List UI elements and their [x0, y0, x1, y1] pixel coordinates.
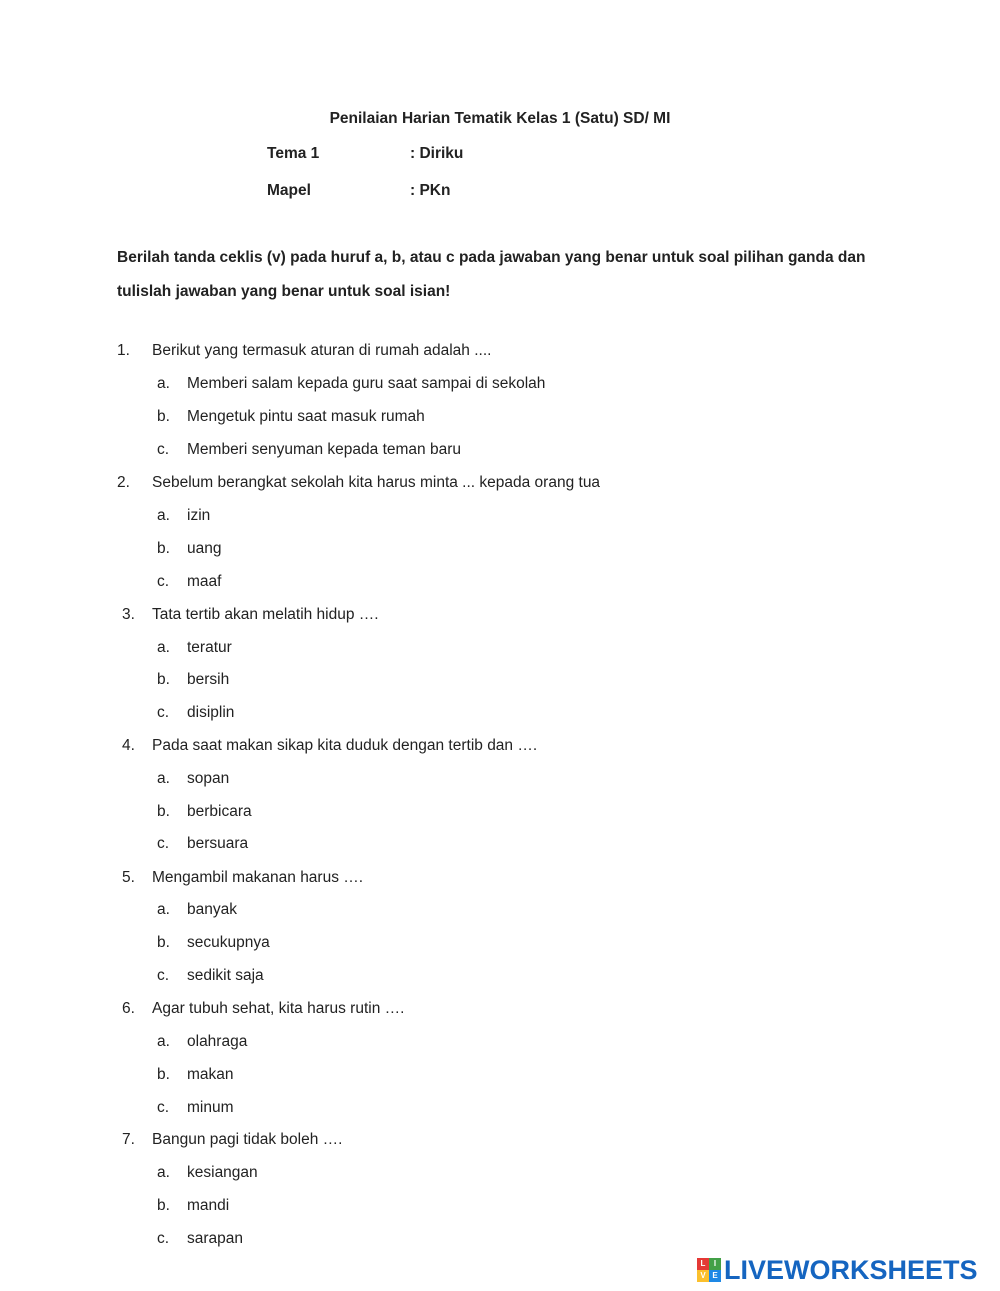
- question-number: 6.: [122, 1000, 135, 1017]
- option-text: sopan: [187, 770, 230, 787]
- mapel-row: [267, 182, 450, 200]
- option-text: Memberi salam kepada guru saat sampai di sekolah: [187, 375, 546, 392]
- question-number: 3.: [122, 606, 135, 623]
- question-1: [0, 340, 1000, 362]
- option-letter: b.: [157, 803, 170, 820]
- option-text: berbicara: [187, 803, 252, 820]
- option-2b[interactable]: [0, 538, 1000, 560]
- option-text: maaf: [187, 573, 222, 590]
- option-4c[interactable]: [0, 833, 1000, 855]
- option-1c[interactable]: [0, 439, 1000, 461]
- option-2c[interactable]: [0, 571, 1000, 593]
- option-text: disiplin: [187, 704, 235, 721]
- option-6a[interactable]: [0, 1031, 1000, 1053]
- logo-mark-icon: [697, 1258, 721, 1282]
- option-text: bersuara: [187, 835, 249, 852]
- option-letter: c.: [157, 573, 170, 590]
- option-letter: a.: [157, 375, 170, 392]
- question-text: Bangun pagi tidak boleh ….: [152, 1131, 343, 1148]
- logo-tile: L: [697, 1258, 709, 1270]
- option-text: makan: [187, 1066, 234, 1083]
- option-letter: a.: [157, 770, 170, 787]
- option-letter: a.: [157, 507, 170, 524]
- logo-tile: V: [697, 1270, 709, 1282]
- option-7c[interactable]: [0, 1228, 1000, 1250]
- option-text: olahraga: [187, 1033, 248, 1050]
- option-text: Memberi senyuman kepada teman baru: [187, 441, 461, 458]
- option-letter: c.: [157, 704, 170, 721]
- page-title: Penilaian Harian Tematik Kelas 1 (Satu) SD/ MI: [329, 110, 671, 127]
- option-4a[interactable]: [0, 768, 1000, 790]
- option-letter: a.: [157, 1033, 170, 1050]
- option-letter: c.: [157, 441, 170, 458]
- question-3: [0, 604, 1000, 626]
- option-letter: b.: [157, 934, 170, 951]
- option-text: minum: [187, 1099, 234, 1116]
- option-1b[interactable]: [0, 406, 1000, 428]
- question-number: 1.: [117, 342, 130, 359]
- question-number: 7.: [122, 1131, 135, 1148]
- option-5b[interactable]: [0, 932, 1000, 954]
- option-letter: b.: [157, 1197, 170, 1214]
- option-letter: c.: [157, 967, 170, 984]
- option-letter: a.: [157, 901, 170, 918]
- option-text: kesiangan: [187, 1164, 258, 1181]
- option-text: Mengetuk pintu saat masuk rumah: [187, 408, 425, 425]
- option-7a[interactable]: [0, 1162, 1000, 1184]
- question-7: [0, 1129, 1000, 1151]
- option-text: secukupnya: [187, 934, 270, 951]
- question-text: Pada saat makan sikap kita duduk dengan tertib dan ….: [152, 737, 538, 754]
- option-3b[interactable]: [0, 669, 1000, 691]
- option-6b[interactable]: [0, 1064, 1000, 1086]
- option-5a[interactable]: [0, 899, 1000, 921]
- question-number: 4.: [122, 737, 135, 754]
- tema-row: [267, 145, 463, 163]
- question-text: Agar tubuh sehat, kita harus rutin ….: [152, 1000, 405, 1017]
- option-letter: b.: [157, 408, 170, 425]
- logo-tile: E: [709, 1270, 721, 1282]
- option-text: bersih: [187, 671, 230, 688]
- option-text: uang: [187, 540, 222, 557]
- liveworksheets-logo[interactable]: [697, 1256, 978, 1284]
- question-number: 2.: [117, 474, 130, 491]
- option-6c[interactable]: [0, 1097, 1000, 1119]
- question-text: Tata tertib akan melatih hidup ….: [152, 606, 379, 623]
- option-4b[interactable]: [0, 801, 1000, 823]
- question-text: Sebelum berangkat sekolah kita harus minta ... kepada orang tua: [152, 474, 601, 491]
- option-letter: b.: [157, 540, 170, 557]
- option-text: teratur: [187, 639, 232, 656]
- option-letter: a.: [157, 639, 170, 656]
- mapel-value: : PKn: [410, 182, 451, 199]
- option-2a[interactable]: [0, 505, 1000, 527]
- option-letter: b.: [157, 1066, 170, 1083]
- option-3c[interactable]: [0, 702, 1000, 724]
- question-4: [0, 735, 1000, 757]
- logo-tile: I: [709, 1258, 721, 1270]
- mapel-label: Mapel: [267, 182, 311, 199]
- option-letter: c.: [157, 835, 170, 852]
- logo-text: LIVEWORKSHEETS: [724, 1254, 978, 1285]
- option-text: sarapan: [187, 1230, 244, 1247]
- option-5c[interactable]: [0, 965, 1000, 987]
- tema-label: Tema 1: [267, 145, 320, 162]
- option-letter: c.: [157, 1099, 170, 1116]
- option-letter: c.: [157, 1230, 170, 1247]
- option-3a[interactable]: [0, 637, 1000, 659]
- question-6: [0, 998, 1000, 1020]
- option-text: izin: [187, 507, 211, 524]
- option-text: banyak: [187, 901, 237, 918]
- option-1a[interactable]: [0, 373, 1000, 395]
- option-text: sedikit saja: [187, 967, 264, 984]
- instructions: Berilah tanda ceklis (v) pada huruf a, b, atau c pada jawaban yang benar untuk soal pilihan ganda dan tulislah jawaban yang benar untuk soal isian!: [117, 249, 866, 300]
- tema-value: : Diriku: [410, 145, 464, 162]
- question-2: [0, 472, 1000, 494]
- option-letter: b.: [157, 671, 170, 688]
- question-text: Berikut yang termasuk aturan di rumah adalah ....: [152, 342, 492, 359]
- option-letter: a.: [157, 1164, 170, 1181]
- question-text: Mengambil makanan harus ….: [152, 869, 364, 886]
- question-number: 5.: [122, 869, 135, 886]
- option-7b[interactable]: [0, 1195, 1000, 1217]
- question-5: [0, 867, 1000, 889]
- option-text: mandi: [187, 1197, 230, 1214]
